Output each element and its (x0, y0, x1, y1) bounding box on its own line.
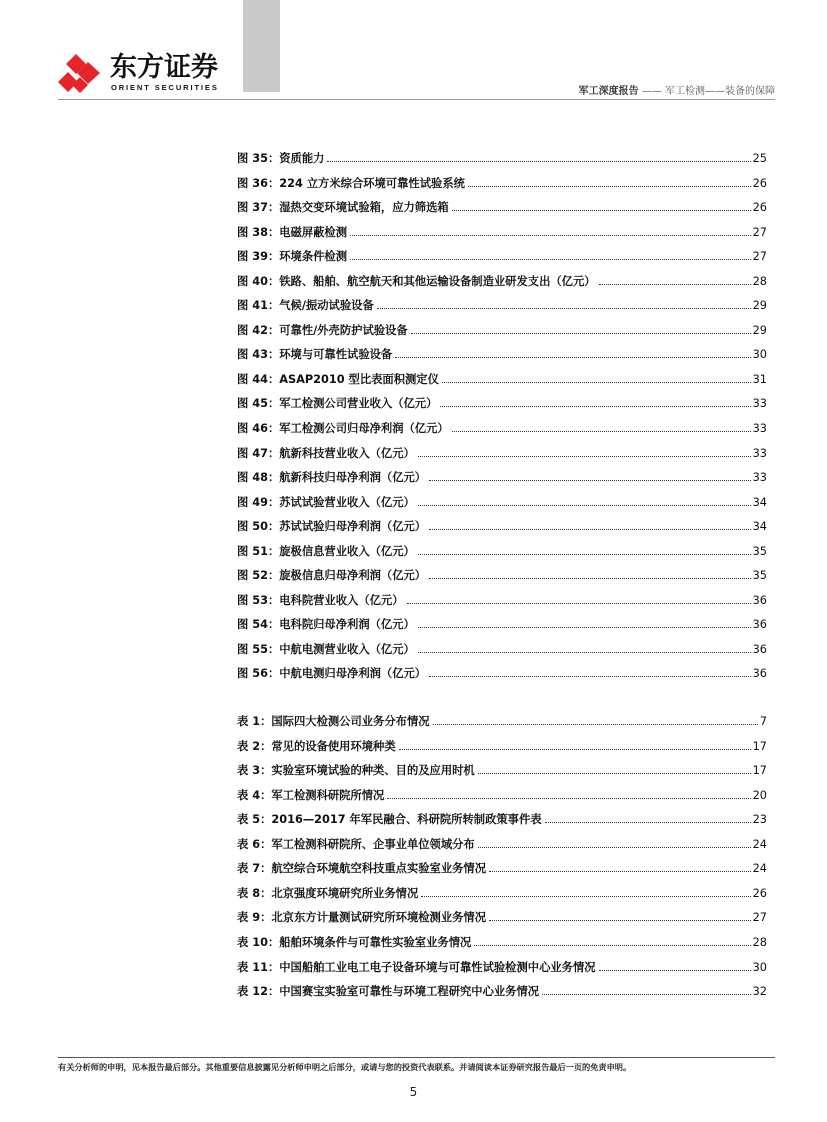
page-number: 5 (409, 1085, 418, 1099)
list-spacer (237, 690, 767, 713)
toc-entry-label: 表 5：2016—2017 年军民融合、科研院所转制政策事件表 (237, 813, 542, 827)
toc-table-entry[interactable] (237, 811, 767, 836)
toc-entry-label: 表 3：实验室环境试验的种类、目的及应用时机 (237, 764, 475, 778)
toc-entry-page: 17 (752, 739, 767, 753)
toc-entry-page: 33 (752, 397, 767, 411)
toc-entry-label: 图 56：中航电测归母净利润（亿元） (237, 667, 427, 681)
toc-figure-entry[interactable] (237, 420, 767, 445)
toc-dot-leader (377, 307, 751, 309)
toc-entry-page: 33 (752, 471, 767, 485)
toc-entry-page: 26 (752, 201, 767, 215)
toc-entry-page: 34 (752, 520, 767, 534)
toc-entry-label: 图 51：旋极信息营业收入（亿元） (237, 544, 415, 558)
toc-dot-leader (350, 234, 751, 236)
toc-entry-label: 图 50：苏试试验归母净利润（亿元） (237, 520, 427, 534)
toc-table-entry[interactable] (237, 983, 767, 1008)
toc-dot-leader (429, 675, 751, 677)
toc-dot-leader (452, 209, 751, 211)
toc-entry-label: 表 6：军工检测科研院所、企事业单位领域分布 (237, 837, 475, 851)
toc-entry-page: 32 (752, 985, 767, 999)
toc-entry-label: 表 1：国际四大检测公司业务分布情况 (237, 715, 430, 729)
toc-table-entry[interactable] (237, 959, 767, 984)
toc-entry-label: 表 2：常见的设备使用环境种类 (237, 739, 396, 753)
toc-entry-label: 图 53：电科院营业收入（亿元） (237, 593, 404, 607)
toc-entry-label: 图 47：航新科技营业收入（亿元） (237, 446, 415, 460)
company-logo (58, 52, 228, 94)
toc-figure-entry[interactable] (237, 175, 767, 200)
toc-dot-leader (599, 283, 751, 285)
toc-entry-label: 图 45：军工检测公司营业收入（亿元） (237, 397, 438, 411)
toc-entry-page: 33 (752, 446, 767, 460)
report-title: 军工检测——装备的保障 (665, 86, 775, 97)
toc-entry-page: 28 (752, 274, 767, 288)
toc-entry-page: 30 (752, 960, 767, 974)
toc-entry-label: 图 49：苏试试验营业收入（亿元） (237, 495, 415, 509)
toc-entry-label: 图 40：铁路、船舶、航空航天和其他运输设备制造业研发支出（亿元） (237, 274, 596, 288)
toc-dot-leader (327, 160, 750, 162)
toc-table-entry[interactable] (237, 787, 767, 812)
toc-entry-label: 表 11：中国船舶工业电工电子设备环境与可靠性试验检测中心业务情况 (237, 960, 596, 974)
toc-entry-page: 36 (752, 618, 767, 632)
toc-dot-leader (418, 651, 751, 653)
header-divider (58, 99, 775, 100)
toc-figure-entry[interactable] (237, 322, 767, 347)
toc-dot-leader (395, 356, 750, 358)
report-type: 军工深度报告 (578, 86, 639, 97)
toc-entry-page: 7 (759, 715, 767, 729)
toc-figure-entry[interactable] (237, 543, 767, 568)
toc-dot-leader (433, 723, 758, 725)
toc-entry-label: 图 55：中航电测营业收入（亿元） (237, 642, 415, 656)
toc-entry-label: 图 52：旋极信息归母净利润（亿元） (237, 569, 427, 583)
toc-entry-label: 表 12：中国赛宝实验室可靠性与环境工程研究中心业务情况 (237, 985, 540, 999)
table-list (237, 713, 767, 1008)
toc-entry-label: 图 42：可靠性/外壳防护试验设备 (237, 323, 408, 337)
toc-entry-page: 25 (752, 152, 767, 165)
toc-dot-leader (429, 528, 751, 530)
toc-entry-page: 27 (752, 911, 767, 925)
toc-dot-leader (411, 332, 751, 334)
toc-figure-entry[interactable] (237, 518, 767, 543)
toc-entry-label: 图 44：ASAP2010 型比表面积测定仪 (237, 372, 439, 386)
toc-table-entry[interactable] (237, 934, 767, 959)
toc-dot-leader (452, 430, 751, 432)
toc-entry-page: 17 (752, 764, 767, 778)
toc-entry-page: 31 (752, 372, 767, 386)
toc-dot-leader (440, 405, 750, 407)
toc-figure-entry[interactable] (237, 616, 767, 641)
toc-table-entry[interactable] (237, 860, 767, 885)
toc-entry-label: 表 9：北京东方计量测试研究所环境检测业务情况 (237, 911, 487, 925)
toc-figure-entry[interactable] (237, 665, 767, 690)
toc-entry-label: 表 8：北京强度环境研究所业务情况 (237, 886, 419, 900)
toc-dot-leader (489, 919, 751, 921)
toc-entry-page: 23 (752, 813, 767, 827)
toc-table-entry[interactable] (237, 909, 767, 934)
toc-dot-leader (429, 479, 751, 481)
toc-dot-leader (421, 895, 750, 897)
toc-table-entry[interactable] (237, 713, 767, 738)
toc-entry-page: 33 (752, 422, 767, 436)
toc-dot-leader (429, 577, 751, 579)
toc-dot-leader (442, 381, 751, 383)
toc-figure-entry[interactable] (237, 592, 767, 617)
toc-figure-entry[interactable] (237, 199, 767, 224)
toc-figure-entry[interactable] (237, 297, 767, 322)
toc-dot-leader (599, 969, 751, 971)
logo-english-name: ORIENT SECURITIES (111, 83, 219, 92)
toc-entry-page: 28 (752, 935, 767, 949)
toc-entry-label: 图 41：气候/振动试验设备 (237, 299, 374, 313)
toc-dot-leader (542, 993, 751, 995)
toc-dot-leader (489, 870, 751, 872)
toc-entry-label: 图 54：电科院归母净利润（亿元） (237, 618, 415, 632)
orient-logo-icon (58, 52, 104, 94)
toc-entry-page: 27 (752, 250, 767, 264)
toc-dot-leader (387, 797, 750, 799)
toc-table-entry[interactable] (237, 836, 767, 861)
toc-entry-page: 34 (752, 495, 767, 509)
toc-figure-entry[interactable] (237, 641, 767, 666)
toc-entry-page: 36 (752, 593, 767, 607)
toc-entry-label: 表 10：船舶环境条件与可靠性实验室业务情况 (237, 935, 472, 949)
toc-entry-label: 图 36：224 立方米综合环境可靠性试验系统 (237, 176, 465, 190)
toc-figure-entry[interactable] (237, 273, 767, 298)
toc-entry-page: 20 (752, 788, 767, 802)
toc-dot-leader (478, 846, 751, 848)
toc-dot-leader (399, 748, 751, 750)
toc-table-entry[interactable] (237, 738, 767, 763)
toc-entry-label: 图 35：资质能力 (237, 152, 325, 165)
toc-figure-entry[interactable] (237, 567, 767, 592)
toc-dot-leader (468, 185, 751, 187)
toc-entry-label: 图 48：航新科技归母净利润（亿元） (237, 471, 427, 485)
figure-list (237, 150, 767, 690)
toc-entry-page: 29 (752, 323, 767, 337)
toc-entry-label: 表 4：军工检测科研院所情况 (237, 788, 385, 802)
toc-dot-leader (418, 504, 751, 506)
toc-figure-entry[interactable] (237, 346, 767, 371)
toc-dot-leader (418, 553, 751, 555)
toc-entry-page: 27 (752, 225, 767, 239)
toc-dot-leader (418, 455, 751, 457)
logo-chinese-name: 东方证券 (110, 52, 218, 83)
header-grey-tab (243, 0, 280, 92)
toc-figure-entry[interactable] (237, 248, 767, 273)
toc-table-entry[interactable] (237, 885, 767, 910)
toc-figure-entry[interactable] (237, 494, 767, 519)
toc-entry-page: 36 (752, 667, 767, 681)
header-separator: —— (638, 86, 665, 97)
toc-figure-entry[interactable] (237, 150, 767, 175)
toc-dot-leader (474, 944, 750, 946)
toc-entry-label: 表 7：航空综合环境航空科技重点实验室业务情况 (237, 862, 487, 876)
toc-entry-page: 26 (752, 886, 767, 900)
toc-entry-page: 30 (752, 348, 767, 362)
toc-entry-label: 图 43：环境与可靠性试验设备 (237, 348, 393, 362)
toc-dot-leader (478, 772, 751, 774)
toc-figure-entry[interactable] (237, 224, 767, 249)
toc-entry-page: 29 (752, 299, 767, 313)
toc-entry-label: 图 38：电磁屏蔽检测 (237, 225, 348, 239)
footer-disclaimer: 有关分析师的申明，见本报告最后部分。其他重要信息披露见分析师申明之后部分，或请与您的投资代表联系。并请阅读本证券研究报告最后一页的免责申明。 (58, 1062, 632, 1072)
toc-entry-page: 24 (752, 862, 767, 876)
toc-entry-label: 图 46：军工检测公司归母净利润（亿元） (237, 422, 449, 436)
toc-figure-entry[interactable] (237, 445, 767, 470)
toc-table-entry[interactable] (237, 762, 767, 787)
toc-entry-page: 26 (752, 176, 767, 190)
toc-dot-leader (350, 258, 751, 260)
toc-entry-page: 35 (752, 569, 767, 583)
toc-dot-leader (407, 602, 751, 604)
toc-entry-page: 24 (752, 837, 767, 851)
toc-entry-label: 图 37：湿热交变环境试验箱，应力筛选箱 (237, 201, 449, 215)
toc-dot-leader (418, 626, 751, 628)
toc-figure-entry[interactable] (237, 371, 767, 396)
table-of-contents (237, 150, 767, 1008)
toc-figure-entry[interactable] (237, 469, 767, 494)
toc-dot-leader (545, 821, 751, 823)
footer-divider (58, 1057, 775, 1058)
toc-entry-page: 35 (752, 544, 767, 558)
report-header (579, 82, 775, 97)
toc-entry-page: 36 (752, 642, 767, 656)
toc-entry-label: 图 39：环境条件检测 (237, 250, 348, 264)
toc-figure-entry[interactable] (237, 395, 767, 420)
